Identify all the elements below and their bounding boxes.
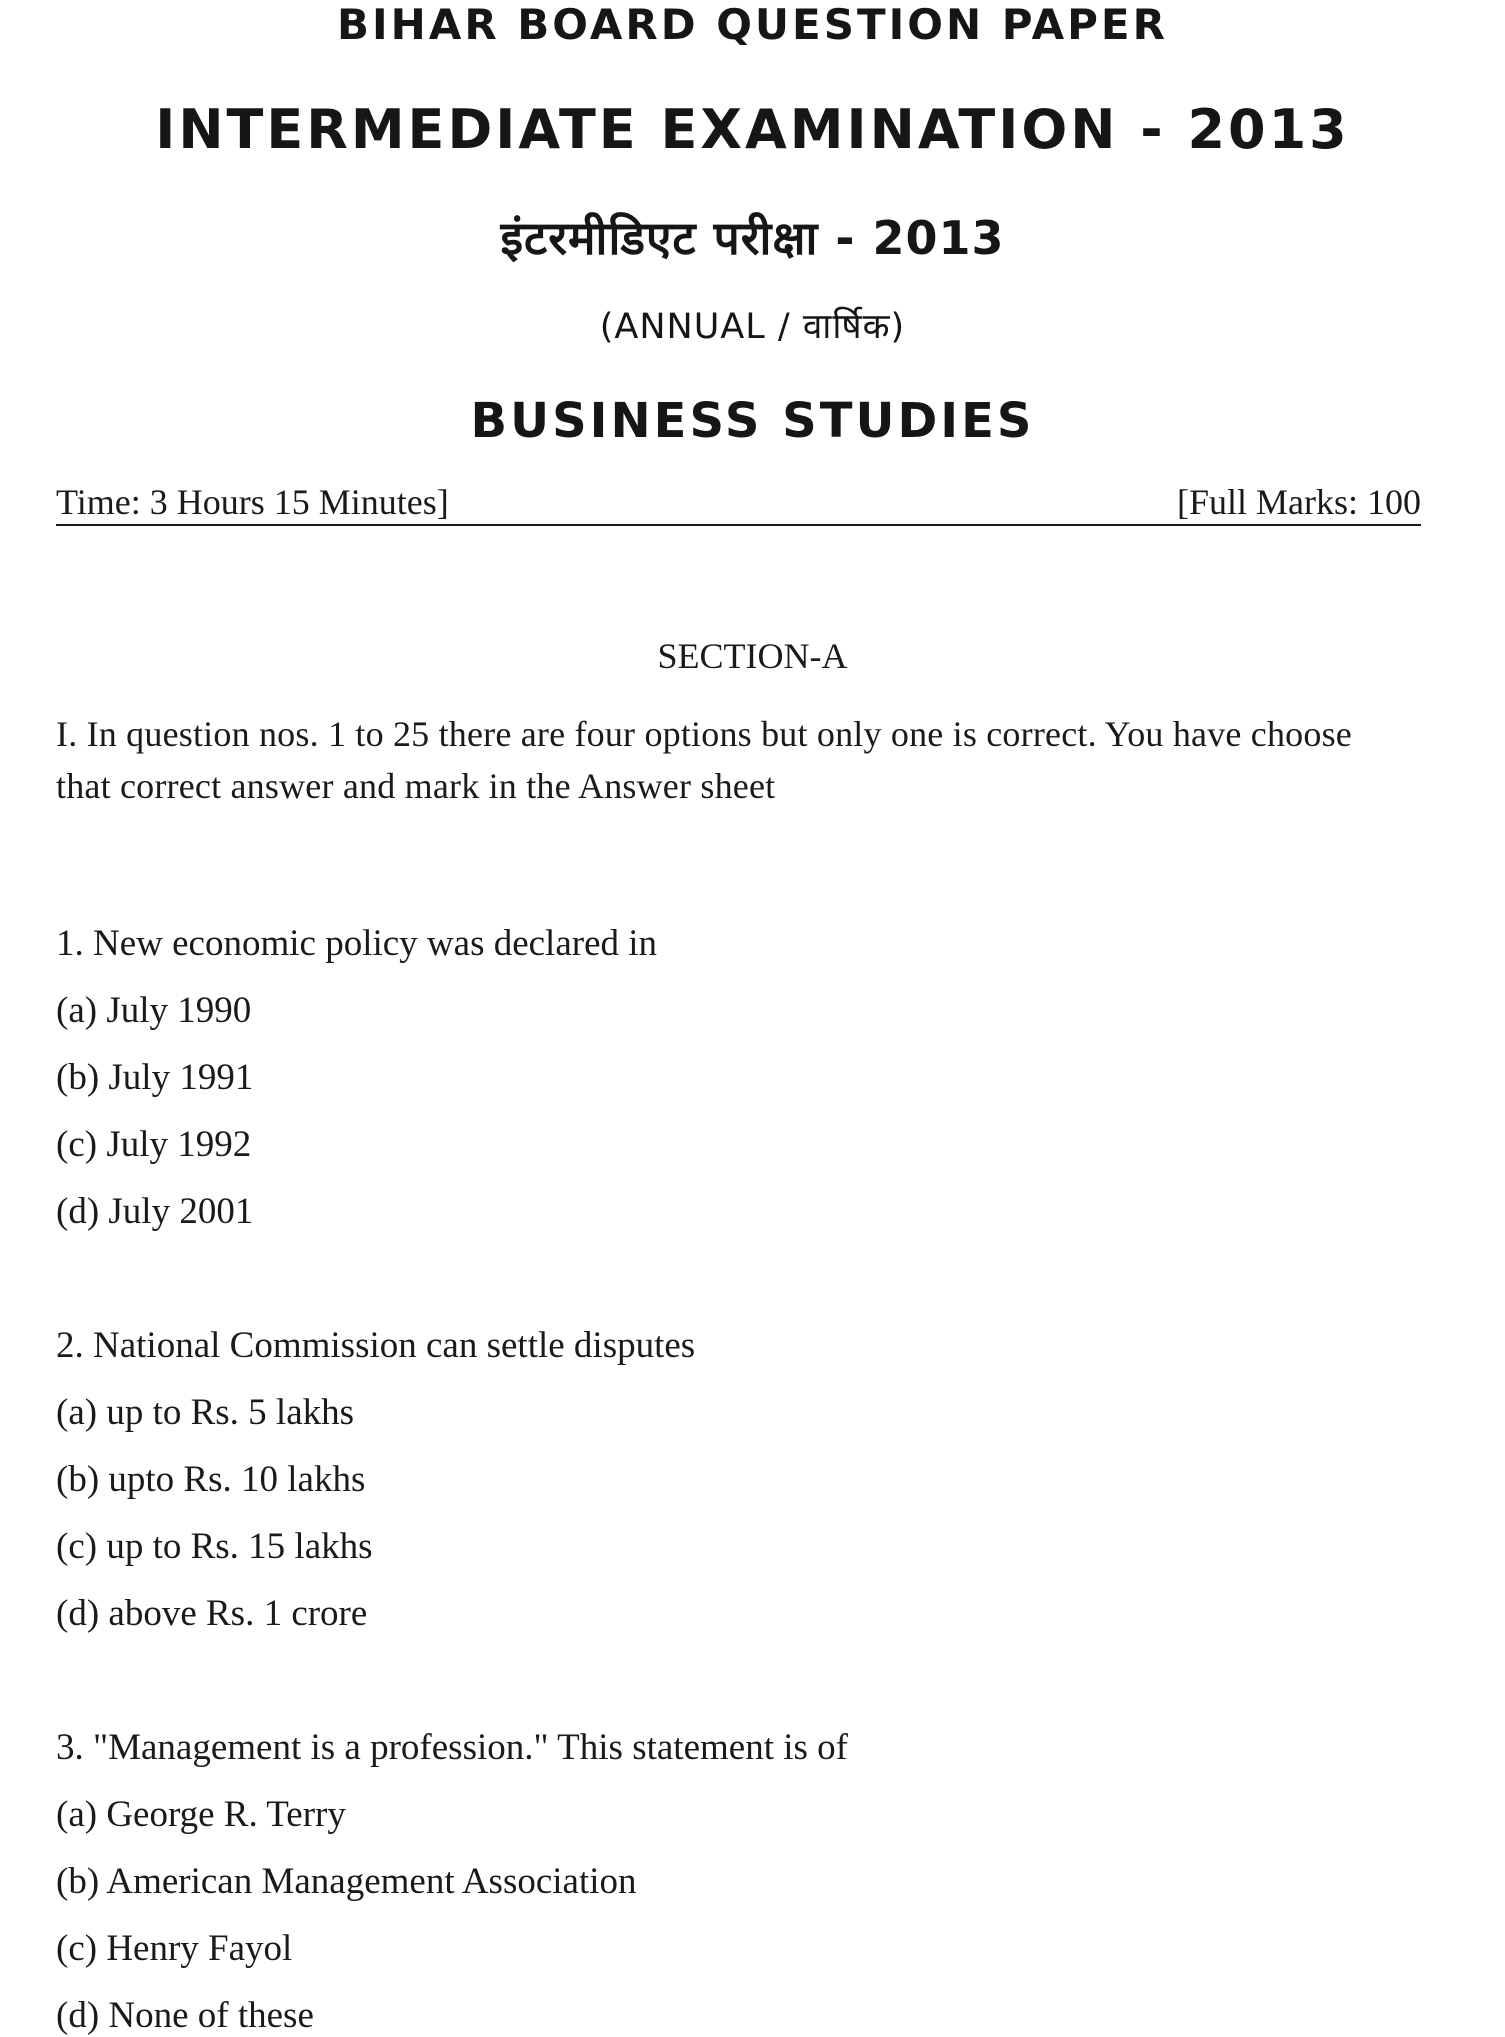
question-1-text: 1. New economic policy was declared in bbox=[56, 923, 658, 964]
question-2-text: 2. National Commission can settle disputes bbox=[56, 1325, 696, 1366]
question-1-option-d: (d) July 2001 bbox=[56, 1191, 254, 1232]
board-title: BIHAR BOARD QUESTION PAPER bbox=[337, 0, 1168, 49]
time-duration: Time: 3 Hours 15 Minutes] bbox=[56, 482, 449, 522]
question-1-option-b: (b) July 1991 bbox=[56, 1057, 254, 1098]
question-3-option-a: (a) George R. Terry bbox=[56, 1794, 346, 1835]
subject-title: BUSINESS STUDIES bbox=[470, 393, 1035, 449]
question-3-option-d: (d) None of these bbox=[56, 1995, 314, 2036]
time-marks-line bbox=[56, 478, 1421, 526]
full-marks: [Full Marks: 100 bbox=[1176, 482, 1421, 522]
instruction-line-1: I. In question nos. 1 to 25 there are four options but only one is correct. You have choose bbox=[56, 714, 1352, 754]
question-3-text: 3. "Management is a profession." This statement is of bbox=[56, 1727, 848, 1768]
question-1-option-c: (c) July 1992 bbox=[56, 1124, 252, 1165]
exam-title-hindi: इंटरमीडिएट परीक्षा - 2013 bbox=[500, 211, 1005, 265]
exam-title: INTERMEDIATE EXAMINATION - 2013 bbox=[155, 98, 1350, 161]
question-2-option-b: (b) upto Rs. 10 lakhs bbox=[56, 1459, 366, 1500]
question-3-option-b: (b) American Management Association bbox=[56, 1861, 637, 1902]
question-2-option-c: (c) up to Rs. 15 lakhs bbox=[56, 1526, 373, 1567]
question-2-option-d: (d) above Rs. 1 crore bbox=[56, 1593, 368, 1634]
session-label: (ANNUAL / वार्षिक) bbox=[599, 307, 906, 347]
question-2-option-a: (a) up to Rs. 5 lakhs bbox=[56, 1392, 355, 1433]
section-title: SECTION-A bbox=[657, 636, 848, 676]
question-3-option-c: (c) Henry Fayol bbox=[56, 1928, 293, 1969]
instruction-line-2: that correct answer and mark in the Answer sheet bbox=[56, 766, 776, 806]
question-1-option-a: (a) July 1990 bbox=[56, 990, 252, 1031]
